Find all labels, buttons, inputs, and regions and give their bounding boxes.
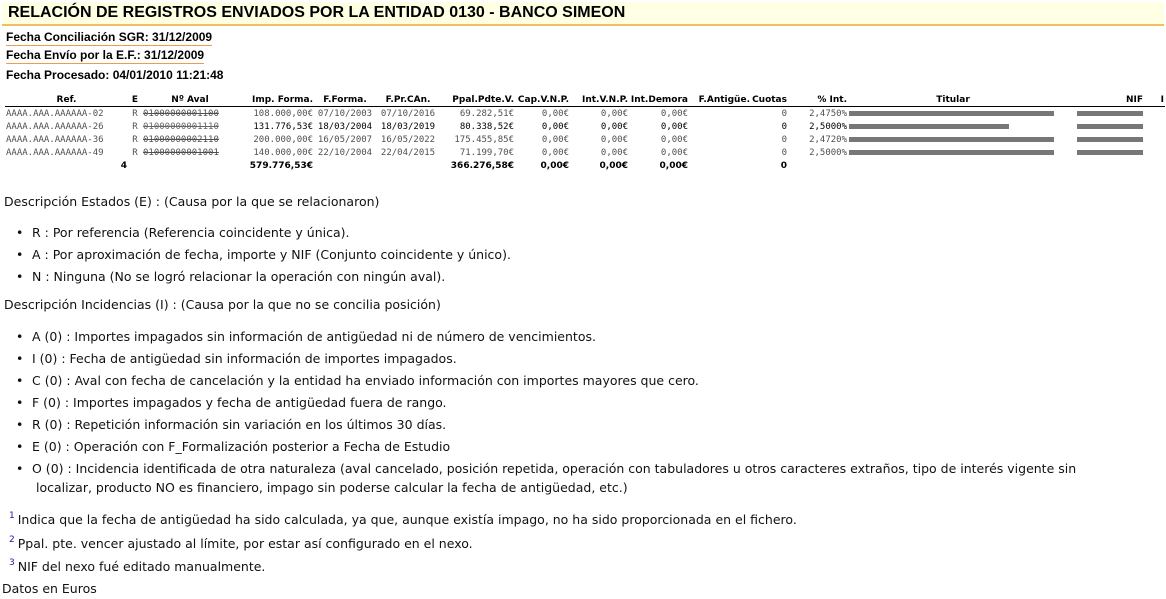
cell-titular-redacted	[848, 133, 1058, 146]
cell-pint: 2,4750%	[809, 108, 847, 119]
cell-nif-redacted	[1058, 146, 1144, 159]
cell-imp: 200.000,00€	[253, 134, 313, 145]
total-ppal: 366.276,58€	[450, 160, 514, 171]
footnote-text: Indica que la fecha de antigüedad ha sido calculada, ya que, aunque existía impago, no ha sido proporcionada en el fichero.	[17, 512, 797, 527]
cell-aval: 01000000001001	[143, 147, 219, 158]
total-imp: 579.776,53€	[249, 160, 313, 171]
col-cap-vnp: Cap.V.N.P.	[515, 94, 570, 107]
footnote-3	[9, 558, 265, 574]
cell-nif-redacted	[1058, 133, 1144, 146]
cell-ppal: 80.338,52€	[459, 121, 514, 132]
list-item: • R : Por referencia (Referencia coincidente y única).	[16, 222, 511, 244]
col-ref: Ref.	[5, 94, 128, 107]
list-item: • E (0) : Operación con F_Formalización posterior a Fecha de Estudio	[16, 436, 1076, 458]
footnote-marker: 2	[9, 535, 15, 545]
cell-nif-redacted	[1058, 120, 1144, 133]
cell-cap: 0,00€	[541, 108, 569, 119]
cell-imp: 131.776,53€	[253, 121, 313, 132]
list-item: • R (0) : Repetición información sin variación en los últimos 30 días.	[16, 414, 1076, 436]
col-ppal-pdte: Ppal.Pdte.V.	[440, 94, 515, 107]
cell-pint: 2,4720%	[809, 134, 847, 145]
cell-fant	[689, 107, 751, 121]
total-count: 4	[120, 160, 127, 171]
col-e: E	[128, 94, 142, 107]
list-item: • C (0) : Aval con fecha de cancelación y la entidad ha enviado información con importes mayores que cero.	[16, 370, 1076, 392]
col-pct-int: % Int.	[788, 94, 848, 107]
total-cuotas: 0	[780, 160, 787, 171]
cell-fpr: 16/05/2022	[380, 134, 436, 145]
col-f-pr-can: F.Pr.CAn.	[376, 94, 440, 107]
cell-aval: 01000000002110	[143, 134, 219, 145]
fecha-procesado: Fecha Procesado: 04/01/2010 11:21:48	[6, 68, 224, 82]
cell-fant	[689, 133, 751, 146]
cell-cap: 0,00€	[541, 134, 569, 145]
cell-fant	[689, 146, 751, 159]
cell-fpr: 18/03/2019	[380, 121, 436, 132]
cell-fforma: 07/10/2003	[317, 108, 373, 119]
cell-fpr: 07/10/2016	[380, 108, 436, 119]
total-int: 0,00€	[599, 160, 628, 171]
cell-aval: 01000000001100	[143, 108, 219, 119]
cell-pint: 2,5000%	[809, 121, 847, 132]
cell-ref[interactable]: AAAA.AAA.AAAAAA-02	[6, 108, 104, 119]
cell-i	[1144, 120, 1165, 133]
list-item: • A : Por aproximación de fecha, importe y NIF (Conjunto coincidente y único).	[16, 244, 511, 266]
table-header-row	[5, 94, 1165, 107]
totals-row	[5, 159, 1165, 172]
footnote-marker: 3	[9, 558, 15, 568]
registros-table	[5, 94, 1165, 172]
cell-int: 0,00€	[600, 108, 628, 119]
cell-cap: 0,00€	[541, 121, 569, 132]
cell-e: R	[132, 147, 138, 158]
cell-demora: 0,00€	[660, 134, 688, 145]
cell-demora: 0,00€	[660, 147, 688, 158]
cell-ref[interactable]: AAAA.AAA.AAAAAA-26	[6, 121, 104, 132]
footnote-1	[9, 511, 797, 527]
list-item: • N : Ninguna (No se logró relacionar la operación con ningún aval).	[16, 266, 511, 288]
page-title: RELACIÓN DE REGISTROS ENVIADOS POR LA ENTIDAD 0130 - BANCO SIMEON	[8, 4, 626, 21]
col-imp-forma: Imp. Forma.	[238, 94, 314, 107]
cell-fforma: 16/05/2007	[317, 134, 373, 145]
col-i: I	[1144, 94, 1165, 107]
cell-cuotas: 0	[781, 121, 787, 132]
cell-imp: 108.000,00€	[253, 108, 313, 119]
list-item: • F (0) : Importes impagados y fecha de antigüedad fuera de rango.	[16, 392, 1076, 414]
cell-int: 0,00€	[600, 134, 628, 145]
cell-fforma: 18/03/2004	[317, 121, 373, 132]
cell-fforma: 22/10/2004	[317, 147, 373, 158]
col-cuotas: Cuotas	[752, 95, 787, 105]
cell-ppal: 71.199,70€	[459, 147, 514, 158]
cell-demora: 0,00€	[660, 108, 688, 119]
datos-en-euros: Datos en Euros	[2, 581, 97, 596]
cell-int: 0,00€	[600, 121, 628, 132]
estados-list	[16, 222, 511, 288]
cell-demora: 0,00€	[660, 121, 688, 132]
cell-imp: 140.000,00€	[253, 147, 313, 158]
cell-i	[1144, 146, 1165, 159]
col-nif: NIF	[1058, 94, 1144, 107]
col-f-antigue: F.Antigüe.	[689, 94, 751, 107]
cell-cuotas: 0	[781, 134, 787, 145]
table-row	[5, 120, 1165, 133]
cell-cuotas: 0	[781, 147, 787, 158]
cell-i	[1144, 107, 1165, 121]
title-bar	[2, 2, 1164, 26]
cell-ppal: 69.282,51€	[459, 108, 514, 119]
total-demora: 0,00€	[659, 160, 688, 171]
col-f-forma: F.Forma.	[314, 94, 376, 107]
cell-cap: 0,00€	[541, 147, 569, 158]
fecha-conciliacion: Fecha Conciliación SGR: 31/12/2009	[6, 30, 213, 44]
cell-fant	[689, 120, 751, 133]
total-cap: 0,00€	[540, 160, 569, 171]
cell-ppal: 175.455,85€	[454, 134, 514, 145]
cell-e: R	[132, 134, 138, 145]
cell-pint: 2,5000%	[809, 147, 847, 158]
cell-i	[1144, 133, 1165, 146]
table-row	[5, 107, 1165, 121]
incidencias-item-continuation: localizar, producto NO es financiero, impago sin poderse calcular la fecha de antigüedad, etc.)	[36, 480, 628, 495]
list-item: • A (0) : Importes impagados sin información de antigüedad ni de número de vencimientos.	[16, 326, 1076, 348]
cell-cuotas: 0	[781, 108, 787, 119]
list-item: • I (0) : Fecha de antigüedad sin información de importes impagados.	[16, 348, 1076, 370]
col-aval: Nº Aval	[142, 94, 238, 107]
table-row	[5, 146, 1165, 159]
footnote-text: Ppal. pte. vencer ajustado al límite, por estar así configurado en el nexo.	[17, 536, 473, 551]
cell-int: 0,00€	[600, 147, 628, 158]
fecha-envio: Fecha Envío por la E.F.: 31/12/2009	[6, 48, 205, 62]
cell-aval: 01000000001110	[143, 121, 219, 132]
cell-e: R	[132, 121, 138, 132]
cell-titular-redacted	[848, 146, 1058, 159]
cell-fpr: 22/04/2015	[380, 147, 436, 158]
cell-titular-redacted	[848, 120, 1058, 133]
list-item: • O (0) : Incidencia identificada de otra naturaleza (aval cancelado, posición repetida, operación con tabuladores u otros caracteres extraños, tipo de interés vigente sin	[16, 458, 1076, 480]
footnote-2	[9, 535, 473, 551]
cell-e: R	[132, 108, 138, 119]
col-int-demora: Int.Demora	[630, 95, 688, 105]
col-titular: Titular	[848, 94, 1058, 107]
footnote-marker: 1	[9, 511, 15, 521]
estados-heading: Descripción Estados (E) : (Causa por la que se relacionaron)	[4, 194, 380, 209]
incidencias-list	[16, 326, 1076, 480]
cell-ref[interactable]: AAAA.AAA.AAAAAA-36	[6, 134, 104, 145]
table-row	[5, 133, 1165, 146]
cell-ref[interactable]: AAAA.AAA.AAAAAA-49	[6, 147, 104, 158]
col-int-vnp: Int.V.N.P.	[570, 94, 629, 107]
footnote-text: NIF del nexo fué editado manualmente.	[17, 559, 266, 574]
incidencias-heading: Descripción Incidencias (I) : (Causa por la que no se concilia posición)	[4, 297, 441, 312]
cell-titular-redacted	[848, 107, 1058, 121]
cell-nif-redacted	[1058, 107, 1144, 121]
